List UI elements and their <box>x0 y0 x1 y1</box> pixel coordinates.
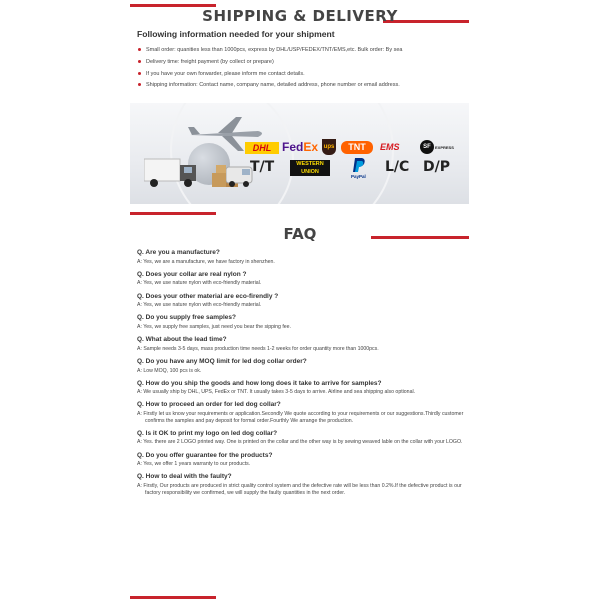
faq-question: Q. Are you a manufacture? <box>137 249 220 256</box>
bullet-icon <box>138 72 141 75</box>
faq-question: Q. How do you ship the goods and how long does it take to arrive for samples? <box>137 379 382 387</box>
dhl-logo: DHL <box>245 142 279 154</box>
western-union-line2: UNION <box>301 169 319 175</box>
faq-answer: A: Firstly let us know your requirements or application.Secondly We quote according to your requirements or our suggestions.Thirdly customer confirms the samples and pay deposit for formal order.Fourthly We arrange the production. <box>137 411 464 424</box>
faq-question: Q. How to proceed an order for led dog collar? <box>137 401 281 409</box>
faq-question: Q. Does your other material are eco-firendly ? <box>137 292 279 300</box>
tt-payment-label: T/T <box>250 159 275 175</box>
faq-question: Q. Do you offer guarantee for the products? <box>137 451 273 459</box>
shipping-info-item: Small order: quanities less than 1000pcs, express by DHL/USP/FEDEX/TNT/EMS,etc. Bulk order: By sea <box>138 47 473 53</box>
bullet-icon <box>138 60 141 63</box>
faq-question: Q. Do you supply free samples? <box>137 314 236 322</box>
faq-answer: A: Yes, we use nature nylon with eco-friendly material. <box>137 302 262 309</box>
paypal-label: PayPal <box>351 174 366 179</box>
faq-answer: A: Low MOQ, 100 pcs is ok. <box>137 367 202 374</box>
shipping-info-item: If you have your own forwarder, please inform me contact details. <box>138 71 473 77</box>
faq-question: Q. Is it OK to print my logo on led dog collar? <box>137 429 278 437</box>
shipping-info-item: Shipping information: Contact name, company name, detailed address, phone number or email address. <box>138 82 473 88</box>
faq-answer: A: Sample needs 3-5 days, mass production time needs 1-2 weeks for order quantity more than 1000pcs. <box>137 345 379 352</box>
faq-item <box>137 380 472 396</box>
tnt-logo: TNT <box>341 141 373 154</box>
faq-answer: A: Yes, we are a manufacture, we have factory in shenzhen. <box>137 258 275 265</box>
faq-question: Q. What about the lead time? <box>137 336 227 344</box>
bullet-icon <box>138 48 141 51</box>
paypal-icon <box>352 157 366 173</box>
sf-express-logo: SF <box>420 140 434 154</box>
sf-express-label: EXPRESS <box>435 145 454 150</box>
faq-item <box>137 271 472 287</box>
faq-list <box>137 249 472 502</box>
shipping-banner <box>130 103 469 204</box>
faq-question: Q. Does your collar are real nylon ? <box>137 270 247 278</box>
lc-payment-label: L/C <box>385 159 410 175</box>
truck-icon <box>144 155 200 189</box>
faq-answer: A: Yes. there are 2 LOGO printed way. One is printed on the collar and the other way is by sewing weaved lable on the collar with your LOGO. <box>137 439 463 446</box>
fedex-logo: FedEx <box>282 140 319 154</box>
bullet-icon <box>138 83 141 86</box>
section-divider-bar <box>130 212 216 215</box>
footer-accent-bar <box>130 596 216 599</box>
faq-answer: A: Yes, we offer 1 years warranty to our products. <box>137 461 251 468</box>
shipping-info-list <box>138 47 473 94</box>
dp-payment-label: D/P <box>423 159 450 175</box>
faq-item <box>137 430 472 446</box>
western-union-line1: WESTERN <box>296 161 324 167</box>
faq-answer: A: Yes, we supply free samples, just need you bear the sipping fee. <box>137 323 291 330</box>
faq-item <box>137 358 472 374</box>
faq-question: Q. Do you have any MOQ limit for led dog collar order? <box>137 357 307 365</box>
ems-logo: EMS <box>380 142 400 152</box>
western-union-logo <box>290 160 330 176</box>
faq-item <box>137 452 472 468</box>
faq-answer: A: Firstly, Our products are produced in strict quality control system and the defective rate will be less than 0.2%.If the defective product is our factory responsibility we confirmed, we will supply the faulty quantities in the next order. <box>137 483 462 496</box>
faq-item <box>137 249 472 265</box>
shipping-info-item: Delivery time: freight payment (by collect or prepare) <box>138 59 473 65</box>
faq-item <box>137 473 472 496</box>
faq-item <box>137 401 472 424</box>
ups-logo: ups <box>322 139 336 155</box>
faq-item <box>137 293 472 309</box>
faq-question: Q. How to deal with the faulty? <box>137 473 232 481</box>
faq-title: FAQ <box>283 225 317 243</box>
faq-item <box>137 314 472 330</box>
faq-item <box>137 336 472 352</box>
faq-answer: A: Yes, we use nature nylon with eco-friendly material. <box>137 280 262 287</box>
shipping-subtitle: Following information needed for your shipment <box>137 29 335 39</box>
shipping-title: SHIPPING & DELIVERY <box>202 7 398 25</box>
faq-answer: A: We usually ship by DHL, UPS, FedEx or TNT. It usually takes 3-5 days to arrive. Airline and sea shipping also optional. <box>137 389 416 396</box>
